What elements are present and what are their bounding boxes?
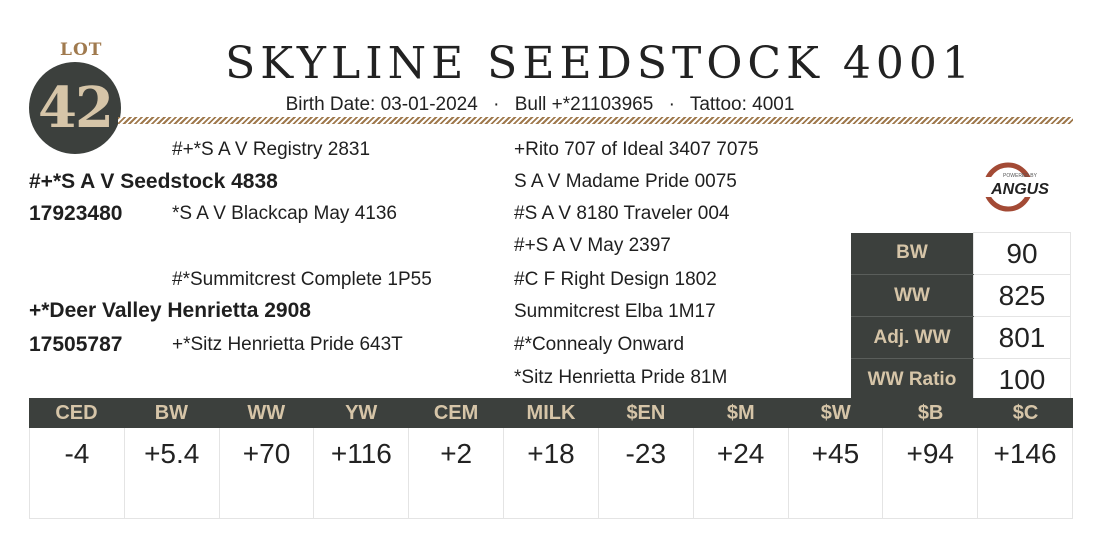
epd-header: $C [1012,402,1039,424]
epd-value: +94 [883,428,978,518]
table-row [851,233,1071,275]
pedigree-dam-dam-sire: #*Connealy Onward [514,334,685,355]
epd-header: BW [154,402,189,424]
epd-value: +70 [220,428,315,518]
epd-header: $W [820,402,851,424]
performance-value: 825 [974,275,1071,317]
epd-header: YW [345,402,378,424]
performance-label: WW [851,275,974,317]
epd-header: WW [247,402,286,424]
pedigree-sire-sire-sire: +Rito 707 of Ideal 3407 7075 [514,139,759,160]
epd-value: -23 [599,428,694,518]
pedigree-dam-sire-dam: Summitcrest Elba 1M17 [514,301,716,322]
table-row [851,317,1071,359]
epd-value: +2 [409,428,504,518]
epd-value: +116 [314,428,409,518]
epd-value-row [29,428,1073,519]
performance-table [851,232,1071,401]
birth-date: Birth Date: 03-01-2024 [285,94,478,115]
pedigree-dam-dam-dam: *Sitz Henrietta Pride 81M [514,367,728,388]
pedigree-dam-sire-sire: #C F Right Design 1802 [514,269,717,290]
pedigree-sire-reg: 17923480 [29,202,123,225]
performance-label: WW Ratio [851,359,974,401]
pedigree-sire-sire-dam: S A V Madame Pride 0075 [514,171,737,192]
angus-logo-icon [978,162,1060,212]
epd-header: $EN [626,402,666,424]
pedigree-sire-dam-sire: #S A V 8180 Traveler 004 [514,203,730,224]
performance-label: BW [851,233,974,275]
separator: · [493,94,500,115]
pedigree-dam-sire: #*Summitcrest Complete 1P55 [172,269,432,290]
epd-header: CEM [433,402,479,424]
epd-value: +24 [694,428,789,518]
epd-value: +146 [978,428,1073,518]
table-row [851,275,1071,317]
epd-value: +45 [789,428,884,518]
title-divider [118,117,1073,124]
pedigree-sire-sire: #+*S A V Registry 2831 [172,139,371,160]
epd-value: +18 [504,428,599,518]
angus-logo-brand-text: ANGUS [991,181,1049,198]
angus-logo-top-text: POWERED BY [1003,173,1037,179]
performance-value: 100 [974,359,1071,401]
lot-badge [29,62,121,154]
table-row [851,359,1071,401]
epd-value: -4 [30,428,125,518]
performance-label: Adj. WW [851,317,974,359]
performance-value: 801 [974,317,1071,359]
separator: · [668,94,675,115]
tattoo: Tattoo: 4001 [689,94,795,115]
epd-header: $B [917,402,944,424]
epd-header: MILK [526,402,576,424]
pedigree-dam-reg: 17505787 [29,333,123,356]
lot-label: LOT [60,40,103,60]
pedigree-dam: +*Deer Valley Henrietta 2908 [29,299,311,322]
pedigree-dam-dam: +*Sitz Henrietta Pride 643T [172,334,403,355]
epd-value: +5.4 [125,428,220,518]
epd-header: $M [726,402,755,424]
pedigree-sire-dam-dam: #+S A V May 2397 [514,235,671,256]
pedigree-sire: #+*S A V Seedstock 4838 [29,170,278,193]
lot-number: 42 [38,75,112,141]
animal-details [120,94,960,116]
animal-title: SKYLINE SEEDSTOCK 4001 [225,38,975,89]
pedigree-sire-dam: *S A V Blackcap May 4136 [172,203,397,224]
registration: Bull +*21103965 [514,94,654,115]
performance-value: 90 [974,233,1071,275]
epd-header: CED [55,402,98,424]
epd-header-row [29,398,1073,428]
